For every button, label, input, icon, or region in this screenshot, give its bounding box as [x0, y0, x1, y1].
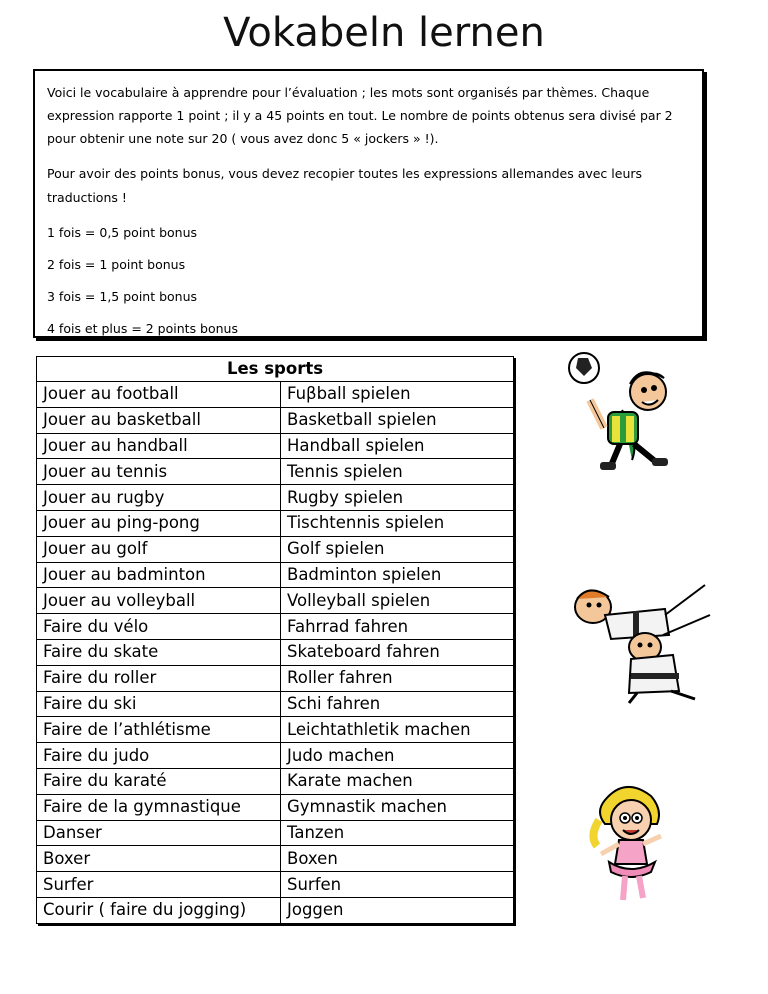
- french-expression: Faire de l’athlétisme: [37, 717, 281, 743]
- table-row: [37, 820, 514, 846]
- german-expression: Skateboard fahren: [281, 639, 514, 665]
- bonus-rule: 2 fois = 1 point bonus: [47, 256, 186, 272]
- table-row: [37, 433, 514, 459]
- vocabulary-rows: [37, 382, 514, 924]
- french-expression: Faire du roller: [37, 665, 281, 691]
- german-expression: Tennis spielen: [281, 459, 514, 485]
- french-expression: Faire du vélo: [37, 614, 281, 640]
- french-expression: Faire de la gymnastique: [37, 794, 281, 820]
- french-expression: Jouer au rugby: [37, 485, 281, 511]
- page-title: Vokabeln lernen: [223, 10, 545, 56]
- table-row: [37, 768, 514, 794]
- table-row: [37, 897, 514, 923]
- german-expression: Fahrrad fahren: [281, 614, 514, 640]
- german-expression: Gymnastik machen: [281, 794, 514, 820]
- french-expression: Jouer au ping-pong: [37, 510, 281, 536]
- table-row: [37, 562, 514, 588]
- soccer-player-illustration: [560, 350, 680, 480]
- table-header-row: [37, 357, 514, 382]
- table-row: [37, 743, 514, 769]
- german-expression: Basketball spielen: [281, 407, 514, 433]
- german-expression: Karate machen: [281, 768, 514, 794]
- table-row: [37, 846, 514, 872]
- judo-fighters-illustration: [545, 575, 725, 705]
- table-row: [37, 485, 514, 511]
- german-expression: Fuβball spielen: [281, 382, 514, 408]
- german-expression: Handball spielen: [281, 433, 514, 459]
- german-expression: Leichtathletik machen: [281, 717, 514, 743]
- table-row: [37, 691, 514, 717]
- bonus-rule: 3 fois = 1,5 point bonus: [47, 288, 198, 304]
- french-expression: Jouer au badminton: [37, 562, 281, 588]
- table-row: [37, 588, 514, 614]
- table-row: [37, 639, 514, 665]
- french-expression: Boxer: [37, 846, 281, 872]
- french-expression: Faire du skate: [37, 639, 281, 665]
- french-expression: Danser: [37, 820, 281, 846]
- table-row: [37, 382, 514, 408]
- intro-paragraph: Voici le vocabulaire à apprendre pour l’évaluation ; les mots sont organisés par thèmes. Chaque expression rapporte 1 point ; il y a 45 points en tout. Le nombre de points obtenus sera divisé par 2 pour obtenir une note sur 20 ( vous avez donc 5 « jockers » !).: [47, 85, 673, 147]
- german-expression: Tischtennis spielen: [281, 510, 514, 536]
- bonus-rule: 1 fois = 0,5 point bonus: [47, 224, 198, 240]
- french-expression: Jouer au golf: [37, 536, 281, 562]
- vocabulary-table: [36, 356, 514, 924]
- bonus-rule: 4 fois et plus = 2 points bonus: [47, 321, 238, 336]
- table-row: [37, 665, 514, 691]
- french-expression: Faire du ski: [37, 691, 281, 717]
- french-expression: Jouer au football: [37, 382, 281, 408]
- french-expression: Jouer au handball: [37, 433, 281, 459]
- instructions-box: [33, 69, 704, 338]
- bonus-paragraph: Pour avoir des points bonus, vous devez recopier toutes les expressions allemandes avec leurs traductions !: [47, 166, 643, 205]
- german-expression: Surfen: [281, 872, 514, 898]
- german-expression: Tanzen: [281, 820, 514, 846]
- french-expression: Faire du karaté: [37, 768, 281, 794]
- table-row: [37, 614, 514, 640]
- table-row: [37, 459, 514, 485]
- french-expression: Surfer: [37, 872, 281, 898]
- table-row: [37, 407, 514, 433]
- german-expression: Boxen: [281, 846, 514, 872]
- german-expression: Volleyball spielen: [281, 588, 514, 614]
- german-expression: Judo machen: [281, 743, 514, 769]
- table-row: [37, 872, 514, 898]
- french-expression: Courir ( faire du jogging): [37, 897, 281, 923]
- french-expression: Jouer au basketball: [37, 407, 281, 433]
- table-row: [37, 717, 514, 743]
- french-expression: Faire du judo: [37, 743, 281, 769]
- german-expression: Golf spielen: [281, 536, 514, 562]
- table-row: [37, 510, 514, 536]
- french-expression: Jouer au tennis: [37, 459, 281, 485]
- german-expression: Badminton spielen: [281, 562, 514, 588]
- table-row: [37, 536, 514, 562]
- table-header: Les sports: [37, 357, 514, 382]
- dancing-girl-illustration: [585, 780, 675, 910]
- german-expression: Joggen: [281, 897, 514, 923]
- german-expression: Schi fahren: [281, 691, 514, 717]
- german-expression: Roller fahren: [281, 665, 514, 691]
- table-row: [37, 794, 514, 820]
- german-expression: Rugby spielen: [281, 485, 514, 511]
- french-expression: Jouer au volleyball: [37, 588, 281, 614]
